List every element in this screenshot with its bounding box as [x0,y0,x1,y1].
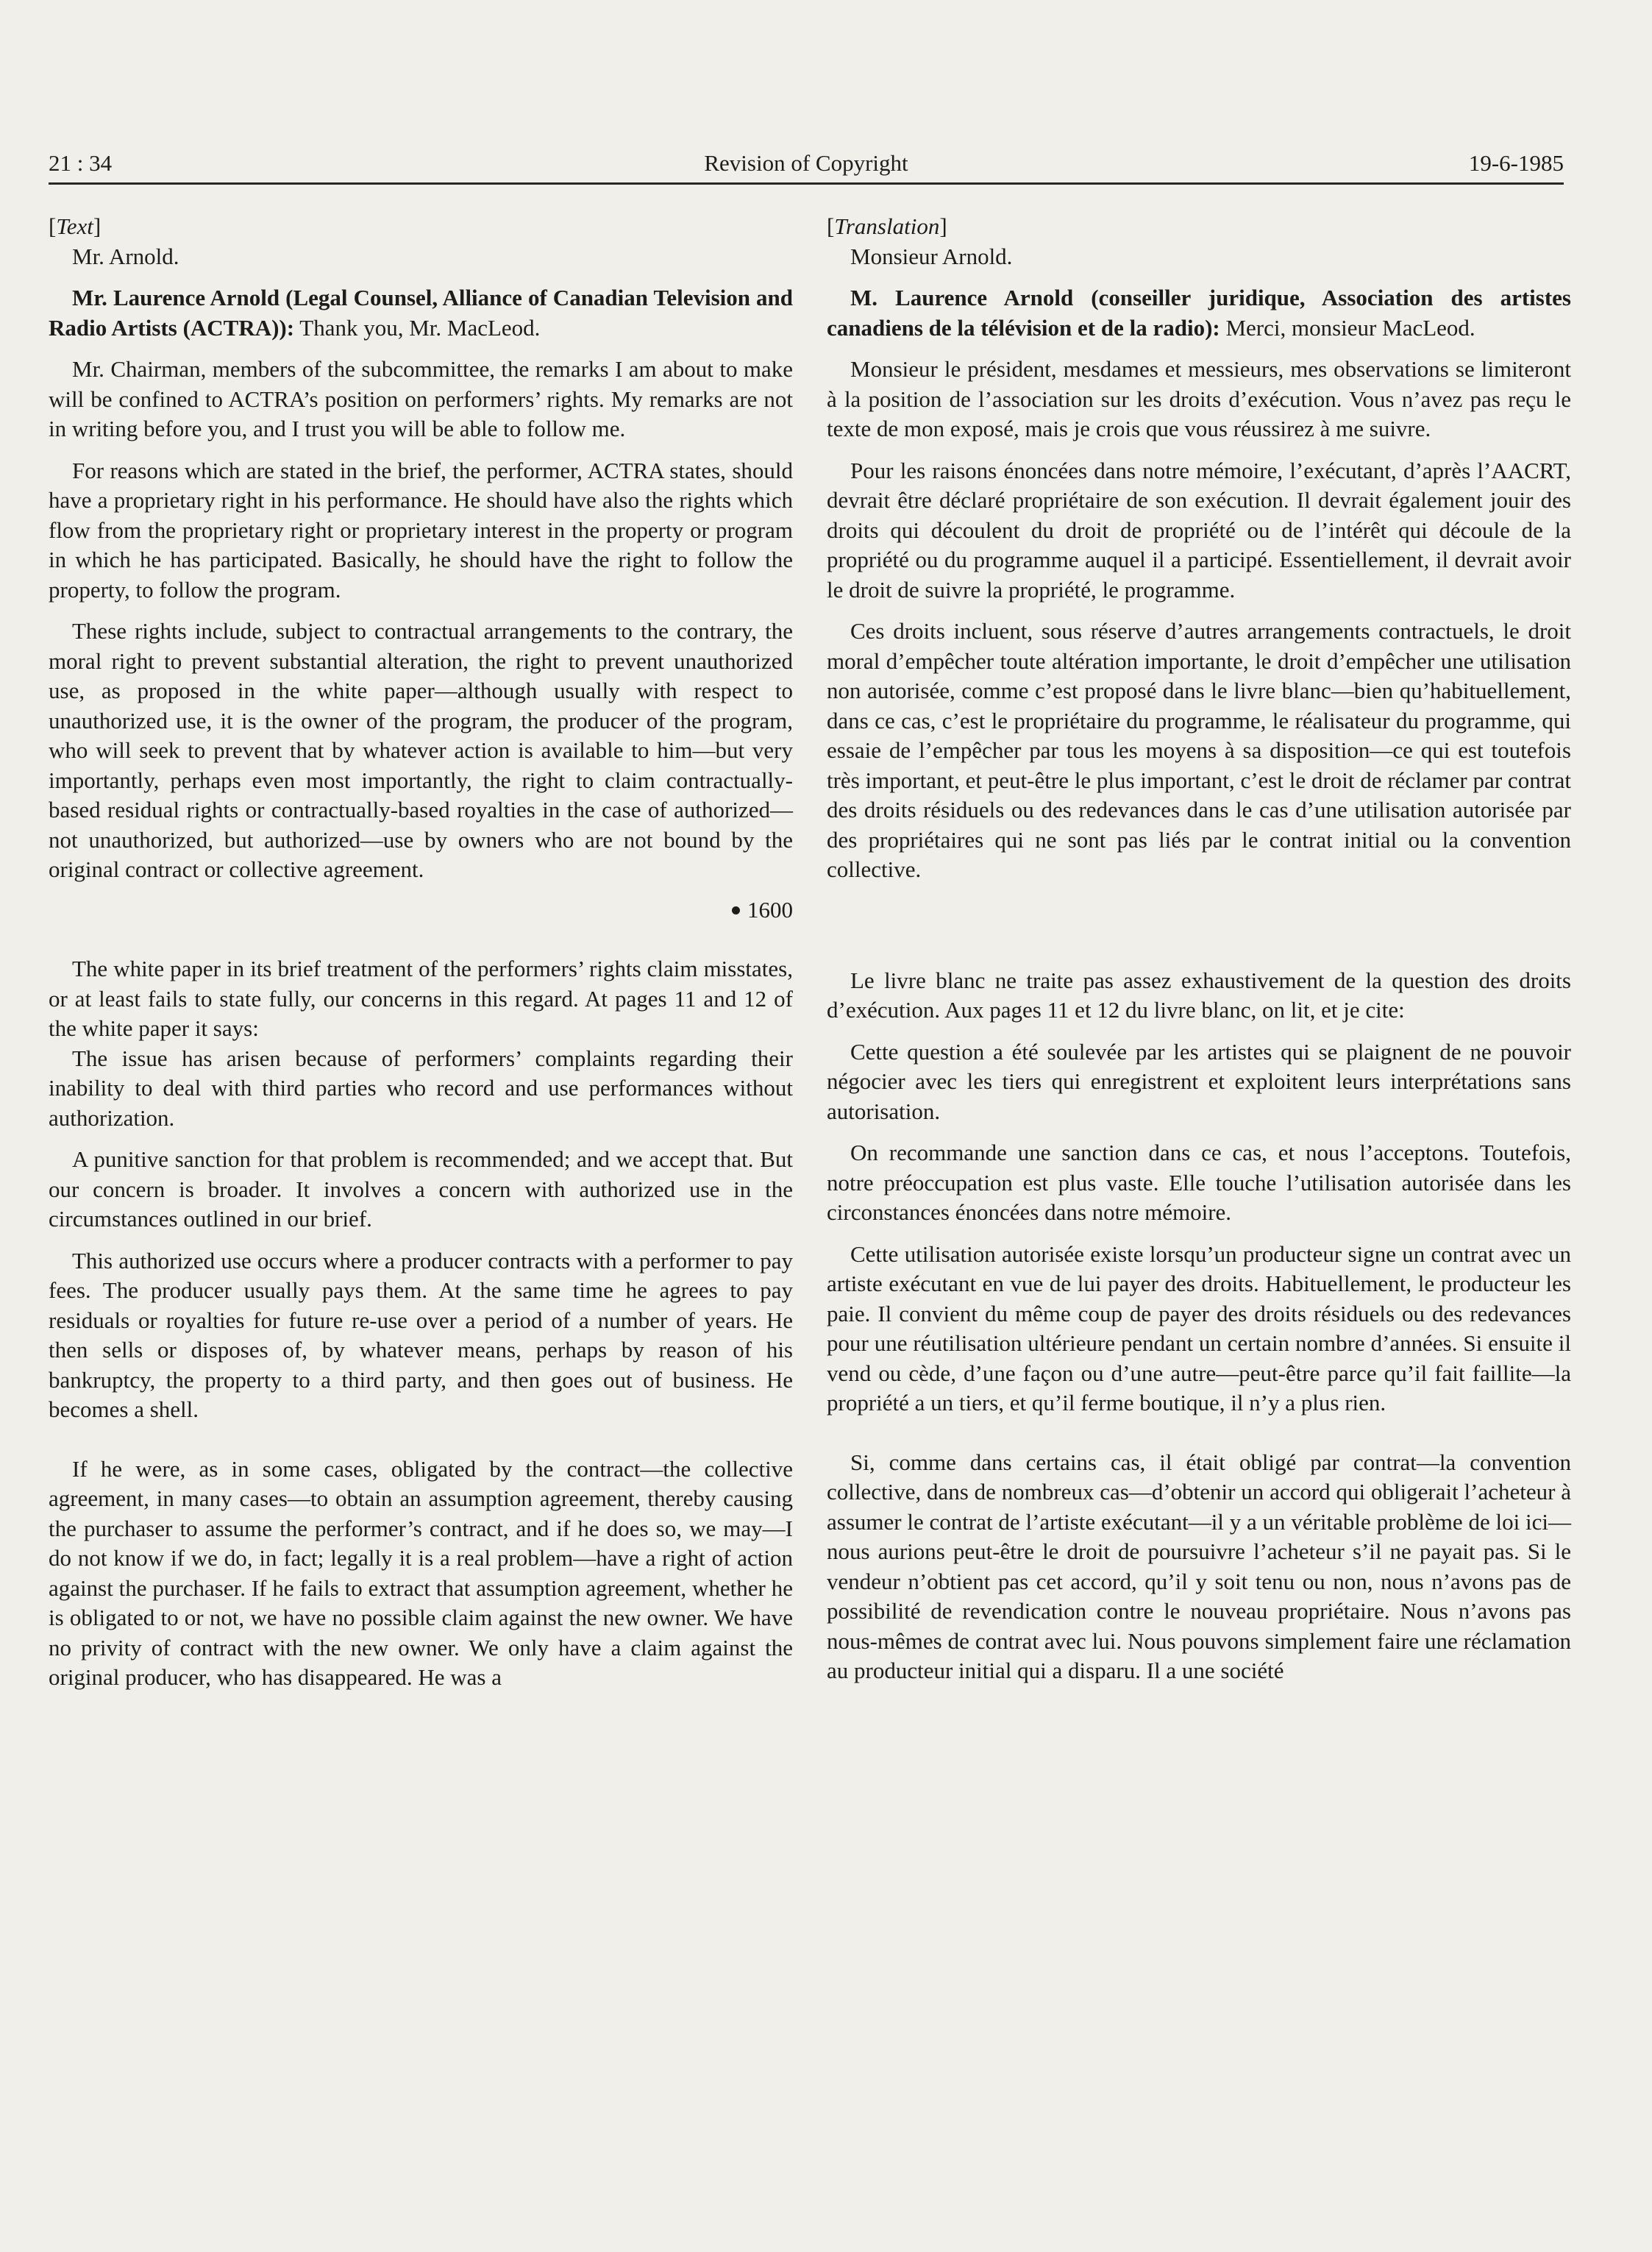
speaker-remark: Thank you, Mr. MacLeod. [294,314,541,341]
paragraph: A punitive sanction for that problem is recommended; and we accept that. But our concern is broader. It involves a concern with authorized use in the circumstances outlined in our brief. [49,1146,793,1232]
quotation: Cette question a été soulevée par les artistes qui se plaignent de ne pouvoir négocier avec les tiers qui enregistrent et exploitent leurs interprétations sans autorisation. [827,1038,1571,1124]
english-column [49,212,793,1693]
paragraph: Si, comme dans certains cas, il était obligé par contrat—la convention collective, dans de nombreux cas—d’obtenir un accord qui obligerait l’acheteur à assumer le contrat de l’artiste exécutant—il y a un véritable problème de loi ici—nous aurions peut-être le droit de poursuivre l’acheteur s’il ne payait pas. Si le vendeur n’obtient pas cet accord, qu’il y soit tenu ou non, nous n’avons pas de possibilité de revendication contre le nouveau propriétaire. Nous n’avons pas nous-mêmes de contrat avec lui. Nous pouvons simplement faire une réclamation au producteur initial qui a disparu. Il a une société [827,1449,1571,1683]
language-label: [Translation] [827,213,947,239]
publication-title: Revision of Copyright [704,150,908,176]
header-rule [49,182,1564,185]
paragraph: Ces droits incluent, sous réserve d’autres arrangements contractuels, le droit moral d’empêcher toute altération importante, le droit d’empêcher une utilisation non autorisée, comme c’est proposé dans le livre blanc—bien qu’habituellement, dans ce cas, c’est le propriétaire du programme, le réalisateur du programme, qui essaie de l’empêcher par tous les moyens à sa disposition—ce qui est toutefois très important, et peut-être le plus important, c’est le droit de réclamer par contrat des droits résiduels ou des redevances dans le cas d’une utilisation autorisée par des propriétaires qui ne sont pas liés par le contrat initial ou la convention collective. [827,618,1571,882]
speaker-remark: Merci, monsieur MacLeod. [1220,314,1475,341]
paragraph: Cette utilisation autorisée existe lorsqu’un producteur signe un contrat avec un artiste exécutant en vue de lui payer des droits. Habituellement, le producteur les paie. Il convient du même coup de payer des droits résiduels ou des redevances pour une réutilisation ultérieure pendant un certain nombre d’années. Si ensuite il vend ou cède, d’une façon ou d’une autre—peut-être parce qu’il fait faillite—la propriété a un tiers, et qu’il ferme boutique, il n’y a plus rien. [827,1240,1571,1416]
bullet-icon [732,906,740,914]
paragraph: Monsieur le président, mesdames et messieurs, mes observations se limiteront à la position de l’association sur les droits d’exécution. Vous n’avez pas reçu le texte de mon exposé, mais je crois que vous réussirez à me suivre. [827,356,1571,441]
speaker-name: M. Laurence Arnold (conseiller juridique, Association des artistes canadiens de la télévision et de la radio): [827,285,1571,341]
paragraph: This authorized use occurs where a producer contracts with a performer to pay fees. The producer usually pays them. At the same time he agrees to pay residuals or royalties for future re-use over a period of a number of years. He then sells or disposes of, by whatever means, perhaps by reason of his bankruptcy, the property to a third party, and then goes out of business. He becomes a shell. [49,1247,793,1422]
paragraph: Pour les raisons énoncées dans notre mémoire, l’exécutant, d’après l’AACRT, devrait être déclaré propriétaire de son exécution. Il devrait également jouir des droits qui découlent du droit de propriété ou de l’intérêt qui découle de la propriété ou du programme auquel il a participé. Essentiellement, il devrait avoir le droit de suivre la propriété, le programme. [827,457,1571,603]
session-date: 19-6-1985 [1468,150,1564,176]
speaker-name: Mr. Laurence Arnold (Legal Counsel, Alliance of Canadian Television and Radio Artists (ACTRA)): [49,285,793,341]
running-header [49,144,1564,182]
french-column [827,212,1571,1686]
column-spacer [827,885,1571,954]
paragraph: For reasons which are stated in the brief, the performer, ACTRA states, should have a proprietary right in his performance. He should have also the rights which flow from the proprietary right or proprietary interest in the property or program in which he has participated. Basically, he should have the right to follow the property, to follow the program. [49,457,793,603]
paragraph: Le livre blanc ne traite pas assez exhaustivement de la question des droits d’exécution. Aux pages 11 et 12 du livre blanc, on lit, et je cite: [827,967,1571,1023]
paragraph: The white paper in its brief treatment of the performers’ rights claim misstates, or at least fails to state fully, our concerns in this regard. At pages 11 and 12 of the white paper it says: [49,956,793,1041]
quotation: The issue has arisen because of performers’ complaints regarding their inability to deal with third parties who record and use performances without authorization. [49,1045,793,1131]
speaker-paragraph [49,283,793,343]
speaker-paragraph [827,283,1571,343]
paragraph: On recommande une sanction dans ce cas, et nous l’acceptons. Toutefois, notre préoccupation est plus vaste. Elle touche l’utilisation autorisée dans les circonstances énoncées dans notre mémoire. [827,1140,1571,1225]
language-label: [Text] [49,213,102,239]
paragraph: If he were, as in some cases, obligated by the contract—the collective agreement, in many cases—to obtain an assumption agreement, thereby causing the purchaser to assume the performer’s contract, and if he does so, we may—I do not know if we do, in fact; legally it is a real problem—have a right of action against the purchaser. If he fails to extract that assumption agreement, whether he is obligated to or not, we have no possible claim against the new owner. We have no privity of contract with the new owner. We only have a claim against the original producer, who has disappeared. He was a [49,1455,793,1690]
paragraph: Monsieur Arnold. [850,243,1013,269]
paragraph: Mr. Arnold. [72,243,179,269]
paragraph: Mr. Chairman, members of the subcommittee, the remarks I am about to make will be confined to ACTRA’s position on performers’ rights. My remarks are not in writing before you, and I trust you will be able to follow me. [49,356,793,441]
time-marker: 1600 [49,895,793,926]
paragraph: These rights include, subject to contractual arrangements to the contrary, the moral right to prevent substantial alteration, the right to prevent unauthorized use, as proposed in the white paper—although usually with respect to unauthorized use, it is the owner of the program, the producer of the program, who will seek to prevent that by whatever action is available to him—but very importantly, perhaps even most importantly, the right to claim contractually-based residual rights or contractually-based royalties in the case of authorized—not unauthorized, but authorized—use by owners who are not bound by the original contract or collective agreement. [49,618,793,882]
page-number: 21 : 34 [49,150,113,176]
